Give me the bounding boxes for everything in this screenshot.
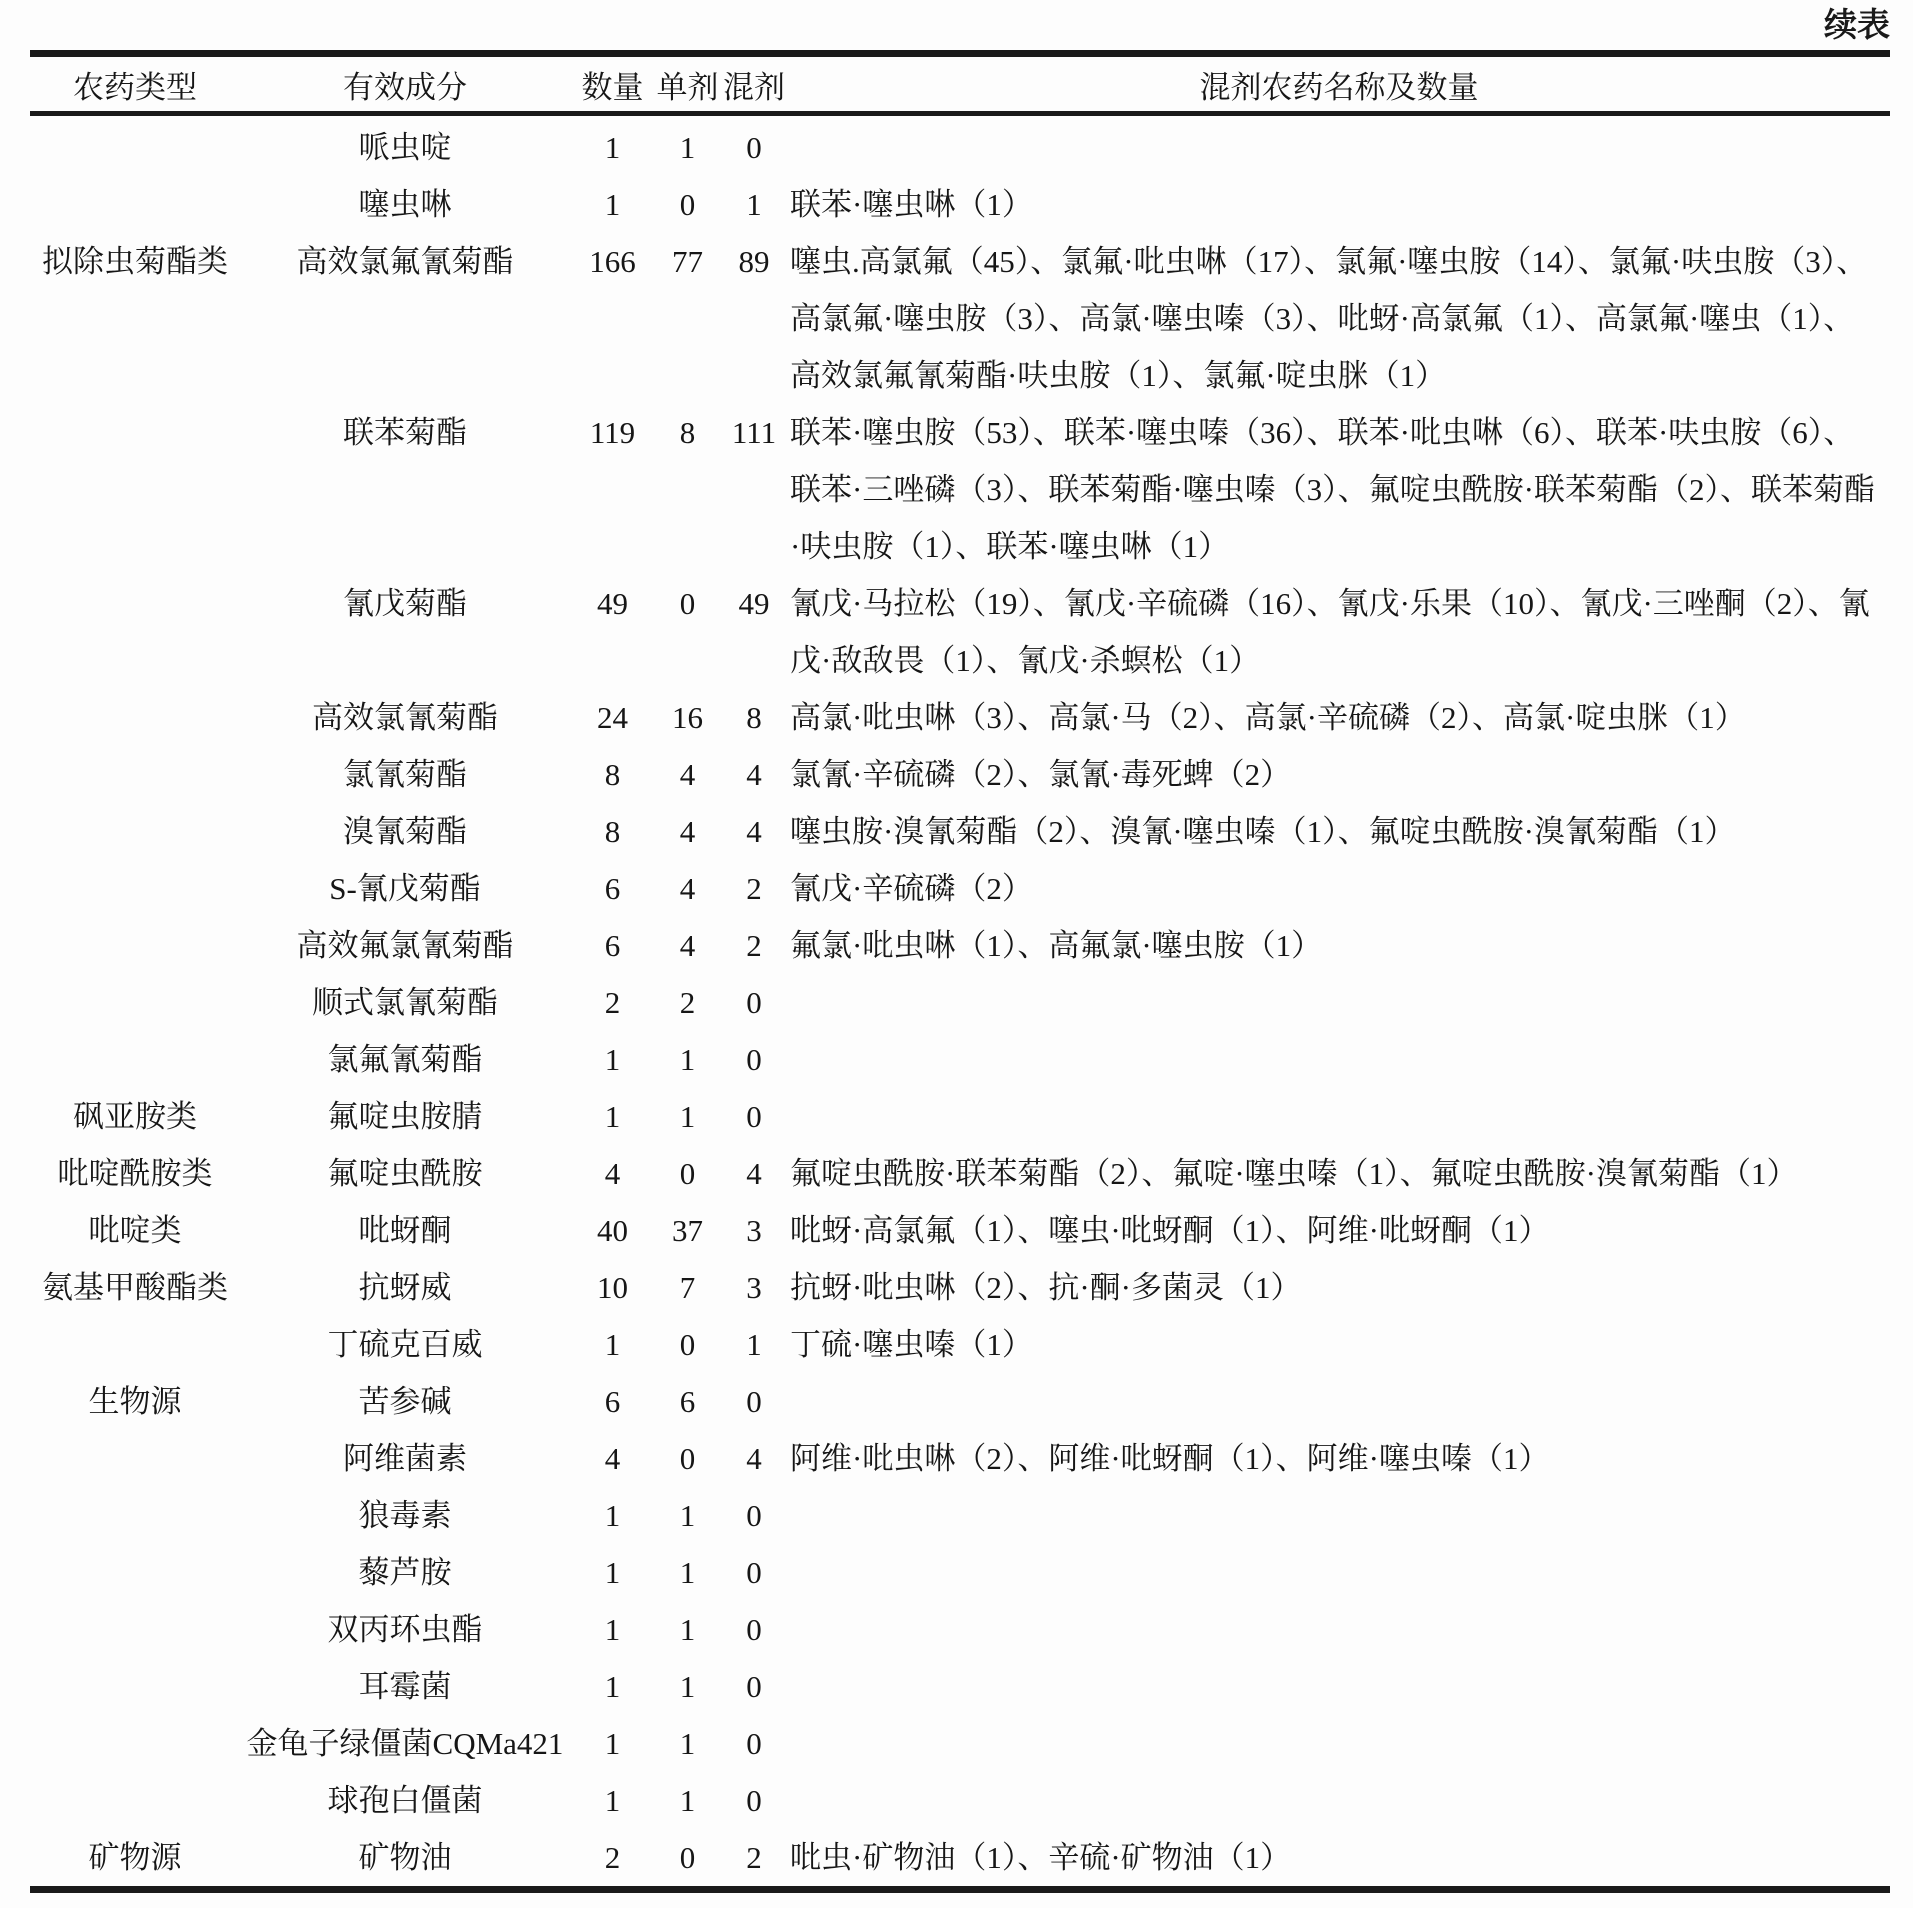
header-single-agent: 单剂 — [655, 54, 720, 114]
table-row — [30, 1487, 1890, 1544]
single-agent-cell: 1 — [679, 1555, 696, 1590]
mixture-names-cell: 丁硫·噻虫嗪（1） — [790, 1327, 1033, 1362]
table-row — [30, 1772, 1890, 1829]
quantity-cell: 1 — [604, 1042, 621, 1077]
pesticide-type-cell — [30, 1544, 240, 1601]
single-agent-cell: 1 — [679, 1669, 696, 1704]
mixture-agent-cell: 0 — [746, 1669, 762, 1704]
active-ingredient-cell: 吡蚜酮 — [358, 1213, 452, 1248]
mixture-names-cell — [788, 1031, 1890, 1088]
mixture-agent-cell: 0 — [746, 1099, 762, 1134]
pesticide-type-cell: 生物源 — [88, 1384, 182, 1419]
pesticide-type-cell — [30, 1316, 240, 1373]
pesticide-type-cell — [30, 1715, 240, 1772]
active-ingredient-cell: 苦参碱 — [358, 1384, 452, 1419]
active-ingredient-cell: 哌虫啶 — [358, 130, 452, 165]
active-ingredient-cell: 球孢白僵菌 — [327, 1783, 483, 1818]
single-agent-cell: 4 — [679, 871, 696, 906]
mixture-names-cell — [788, 1088, 1890, 1145]
active-ingredient-cell: 联苯菊酯 — [343, 415, 467, 450]
pesticide-type-cell: 吡啶类 — [88, 1213, 182, 1248]
pesticide-type-cell — [30, 917, 240, 974]
active-ingredient-cell: 藜芦胺 — [358, 1555, 452, 1590]
table-row — [30, 917, 1890, 974]
quantity-cell: 2 — [604, 1840, 621, 1875]
quantity-cell: 1 — [604, 1612, 621, 1647]
mixture-agent-cell: 1 — [746, 187, 762, 222]
quantity-cell: 1 — [604, 1726, 621, 1761]
active-ingredient-cell: 溴氰菊酯 — [343, 814, 467, 849]
single-agent-cell: 4 — [679, 814, 696, 849]
pesticide-type-cell — [30, 1487, 240, 1544]
table-row — [30, 974, 1890, 1031]
single-agent-cell: 1 — [679, 1612, 696, 1647]
table-row — [30, 1601, 1890, 1658]
single-agent-cell: 4 — [679, 757, 696, 792]
pesticide-type-cell: 拟除虫菊酯类 — [42, 244, 228, 279]
mixture-names-cell: 阿维·吡虫啉（2）、阿维·吡蚜酮（1）、阿维·噻虫嗪（1） — [790, 1441, 1550, 1476]
mixture-agent-cell: 0 — [746, 1498, 762, 1533]
pesticide-type-cell: 砜亚胺类 — [73, 1099, 197, 1134]
single-agent-cell: 0 — [679, 586, 696, 621]
table-row — [30, 746, 1890, 803]
quantity-cell: 4 — [604, 1441, 621, 1476]
pesticide-type-cell — [30, 803, 240, 860]
single-agent-cell: 16 — [672, 700, 703, 735]
mixture-names-cell: 吡虫·矿物油（1）、辛硫·矿物油（1） — [790, 1840, 1292, 1875]
quantity-cell: 1 — [604, 1783, 621, 1818]
quantity-cell: 1 — [604, 1555, 621, 1590]
table-row — [30, 1259, 1890, 1316]
quantity-cell: 8 — [604, 757, 621, 792]
pesticide-type-cell — [30, 860, 240, 917]
table-row — [30, 1088, 1890, 1145]
quantity-cell: 1 — [604, 1099, 621, 1134]
single-agent-cell: 0 — [679, 1156, 696, 1191]
table-row — [30, 176, 1890, 233]
mixture-agent-cell: 0 — [746, 1612, 762, 1647]
mixture-names-cell: 氟啶虫酰胺·联苯菊酯（2）、氟啶·噻虫嗪（1）、氟啶虫酰胺·溴氰菊酯（1） — [790, 1156, 1798, 1191]
quantity-cell: 1 — [604, 187, 621, 222]
active-ingredient-cell: S-氰戊菊酯 — [329, 871, 481, 906]
mixture-agent-cell: 89 — [738, 244, 770, 279]
pesticide-type-cell — [30, 746, 240, 803]
table-row — [30, 1430, 1890, 1487]
active-ingredient-cell: 氟啶虫胺腈 — [327, 1099, 483, 1134]
quantity-cell: 1 — [604, 1498, 621, 1533]
mixture-names-cell — [788, 1715, 1890, 1772]
mixture-names-cell: 氰戊·马拉松（19）、氰戊·辛硫磷（16）、氰戊·乐果（10）、氰戊·三唑酮（2）、氰戊·敌敌畏（1）、氰戊·杀螟松（1） — [790, 586, 1870, 678]
table-row — [30, 1316, 1890, 1373]
active-ingredient-cell: 抗蚜威 — [358, 1270, 452, 1305]
mixture-agent-cell: 4 — [746, 1441, 762, 1476]
table-row — [30, 114, 1890, 177]
single-agent-cell: 2 — [679, 985, 696, 1020]
quantity-cell: 8 — [604, 814, 621, 849]
quantity-cell: 49 — [597, 586, 628, 621]
pesticide-type-cell — [30, 689, 240, 746]
mixture-names-cell — [788, 1544, 1890, 1601]
single-agent-cell: 1 — [679, 1042, 696, 1077]
table-row — [30, 233, 1890, 404]
active-ingredient-cell: 高效氟氯氰菊酯 — [296, 928, 514, 963]
single-agent-cell: 0 — [679, 187, 696, 222]
header-row — [30, 54, 1890, 114]
single-agent-cell: 4 — [679, 928, 696, 963]
mixture-names-cell: 联苯·噻虫胺（53）、联苯·噻虫嗪（36）、联苯·吡虫啉（6）、联苯·呋虫胺（6）、联苯·三唑磷（3）、联苯菊酯·噻虫嗪（3）、氟啶虫酰胺·联苯菊酯（2）、联苯菊酯·呋虫胺（1）、联苯·噻虫啉（1） — [790, 415, 1875, 564]
single-agent-cell: 0 — [679, 1441, 696, 1476]
single-agent-cell: 77 — [672, 244, 703, 279]
continuation-label: 续表 — [1824, 6, 1890, 43]
quantity-cell: 6 — [604, 928, 621, 963]
pesticide-type-cell — [30, 114, 240, 177]
quantity-cell: 1 — [604, 1669, 621, 1704]
header-mixture-names: 混剂农药名称及数量 — [788, 54, 1890, 114]
mixture-names-cell — [788, 1487, 1890, 1544]
continuation-table-page — [30, 0, 1890, 1893]
active-ingredient-cell: 阿维菌素 — [343, 1441, 467, 1476]
mixture-agent-cell: 8 — [746, 700, 762, 735]
active-ingredient-cell: 氯氟氰菊酯 — [327, 1042, 483, 1077]
table-row — [30, 575, 1890, 689]
active-ingredient-cell: 氟啶虫酰胺 — [327, 1156, 483, 1191]
active-ingredient-cell: 高效氯氟氰菊酯 — [296, 244, 514, 279]
mixture-names-cell — [788, 1601, 1890, 1658]
pesticide-type-cell — [30, 1601, 240, 1658]
mixture-names-cell — [788, 1772, 1890, 1829]
table-row — [30, 1145, 1890, 1202]
quantity-cell: 119 — [589, 415, 636, 450]
mixture-agent-cell: 2 — [746, 871, 762, 906]
mixture-names-cell: 抗蚜·吡虫啉（2）、抗·酮·多菌灵（1） — [790, 1270, 1302, 1305]
mixture-agent-cell: 0 — [746, 1555, 762, 1590]
mixture-names-cell: 氟氯·吡虫啉（1）、高氟氯·噻虫胺（1） — [790, 928, 1323, 963]
mixture-names-cell: 氰戊·辛硫磷（2） — [790, 871, 1033, 906]
single-agent-cell: 1 — [679, 130, 696, 165]
single-agent-cell: 8 — [679, 415, 696, 450]
mixture-agent-cell: 1 — [746, 1327, 762, 1362]
header-active-ingredient: 有效成分 — [240, 54, 570, 114]
mixture-agent-cell: 4 — [746, 814, 762, 849]
table-row — [30, 860, 1890, 917]
table-row — [30, 1715, 1890, 1772]
pesticide-table — [30, 50, 1890, 1893]
mixture-agent-cell: 0 — [746, 1783, 762, 1818]
quantity-cell: 2 — [604, 985, 621, 1020]
mixture-names-cell: 联苯·噻虫啉（1） — [790, 187, 1033, 222]
mixture-names-cell — [788, 1658, 1890, 1715]
mixture-names-cell: 噻虫胺·溴氰菊酯（2）、溴氰·噻虫嗪（1）、氟啶虫酰胺·溴氰菊酯（1） — [790, 814, 1736, 849]
table-row — [30, 1658, 1890, 1715]
pesticide-type-cell: 矿物源 — [88, 1840, 182, 1875]
pesticide-type-cell: 吡啶酰胺类 — [57, 1156, 213, 1191]
mixture-agent-cell: 3 — [746, 1213, 762, 1248]
mixture-agent-cell: 111 — [731, 415, 777, 450]
mixture-agent-cell: 2 — [746, 928, 762, 963]
mixture-agent-cell: 0 — [746, 1384, 762, 1419]
single-agent-cell: 37 — [672, 1213, 703, 1248]
quantity-cell: 1 — [604, 1327, 621, 1362]
quantity-cell: 166 — [589, 244, 636, 279]
mixture-agent-cell: 4 — [746, 1156, 762, 1191]
single-agent-cell: 1 — [679, 1099, 696, 1134]
active-ingredient-cell: 耳霉菌 — [358, 1669, 452, 1704]
pesticide-type-cell — [30, 1430, 240, 1487]
quantity-cell: 6 — [604, 1384, 621, 1419]
quantity-cell: 1 — [604, 130, 621, 165]
mixture-agent-cell: 2 — [746, 1840, 762, 1875]
pesticide-type-cell — [30, 1772, 240, 1829]
table-row — [30, 1031, 1890, 1088]
single-agent-cell: 1 — [679, 1783, 696, 1818]
single-agent-cell: 1 — [679, 1498, 696, 1533]
table-row — [30, 803, 1890, 860]
pesticide-type-cell — [30, 1658, 240, 1715]
pesticide-type-cell: 氨基甲酸酯类 — [42, 1270, 228, 1305]
table-row — [30, 1202, 1890, 1259]
quantity-cell: 40 — [597, 1213, 628, 1248]
single-agent-cell: 6 — [679, 1384, 696, 1419]
mixture-agent-cell: 0 — [746, 1042, 762, 1077]
table-body — [30, 114, 1890, 1890]
single-agent-cell: 0 — [679, 1840, 696, 1875]
mixture-names-cell: 高氯·吡虫啉（3）、高氯·马（2）、高氯·辛硫磷（2）、高氯·啶虫脒（1） — [790, 700, 1746, 735]
active-ingredient-cell: 狼毒素 — [358, 1498, 452, 1533]
mixture-names-cell: 噻虫.高氯氟（45）、氯氟·吡虫啉（17）、氯氟·噻虫胺（14）、氯氟·呋虫胺（3）、高氯氟·噻虫胺（3）、高氯·噻虫嗪（3）、吡蚜·高氯氟（1）、高氯氟·噻虫（1）、高效氯氟氰菊酯·呋虫胺（1）、氯氟·啶虫脒（1） — [790, 244, 1868, 393]
table-row — [30, 404, 1890, 575]
active-ingredient-cell: 顺式氯氰菊酯 — [312, 985, 498, 1020]
mixture-agent-cell: 3 — [746, 1270, 762, 1305]
single-agent-cell: 7 — [679, 1270, 696, 1305]
active-ingredient-cell: 氰戊菊酯 — [343, 586, 467, 621]
mixture-agent-cell: 0 — [746, 1726, 762, 1761]
mixture-names-cell: 氯氰·辛硫磷（2）、氯氰·毒死蜱（2） — [790, 757, 1292, 792]
table-header — [30, 54, 1890, 114]
mixture-names-cell — [788, 1373, 1890, 1430]
active-ingredient-cell: 高效氯氰菊酯 — [312, 700, 498, 735]
table-row — [30, 1544, 1890, 1601]
pesticide-type-cell — [30, 575, 240, 689]
active-ingredient-cell: 氯氰菊酯 — [343, 757, 467, 792]
quantity-cell: 6 — [604, 871, 621, 906]
mixture-agent-cell: 49 — [738, 586, 770, 621]
active-ingredient-cell: 金龟子绿僵菌CQMa421 — [246, 1726, 564, 1761]
quantity-cell: 10 — [597, 1270, 628, 1305]
mixture-names-cell — [788, 114, 1890, 177]
mixture-names-cell: 吡蚜·高氯氟（1）、噻虫·吡蚜酮（1）、阿维·吡蚜酮（1） — [790, 1213, 1550, 1248]
quantity-cell: 24 — [597, 700, 628, 735]
table-row — [30, 1829, 1890, 1890]
single-agent-cell: 1 — [679, 1726, 696, 1761]
header-quantity: 数量 — [570, 54, 655, 114]
header-mixture-agent: 混剂 — [720, 54, 788, 114]
mixture-agent-cell: 0 — [746, 130, 762, 165]
mixture-names-cell — [788, 974, 1890, 1031]
pesticide-type-cell — [30, 1031, 240, 1088]
table-row — [30, 1373, 1890, 1430]
pesticide-type-cell — [30, 974, 240, 1031]
pesticide-type-cell — [30, 404, 240, 575]
header-pesticide-type: 农药类型 — [30, 54, 240, 114]
quantity-cell: 4 — [604, 1156, 621, 1191]
mixture-agent-cell: 4 — [746, 757, 762, 792]
single-agent-cell: 0 — [679, 1327, 696, 1362]
pesticide-type-cell — [30, 176, 240, 233]
active-ingredient-cell: 矿物油 — [358, 1840, 452, 1875]
mixture-agent-cell: 0 — [746, 985, 762, 1020]
table-row — [30, 689, 1890, 746]
active-ingredient-cell: 双丙环虫酯 — [327, 1612, 483, 1647]
active-ingredient-cell: 丁硫克百威 — [327, 1327, 483, 1362]
active-ingredient-cell: 噻虫啉 — [358, 187, 452, 222]
